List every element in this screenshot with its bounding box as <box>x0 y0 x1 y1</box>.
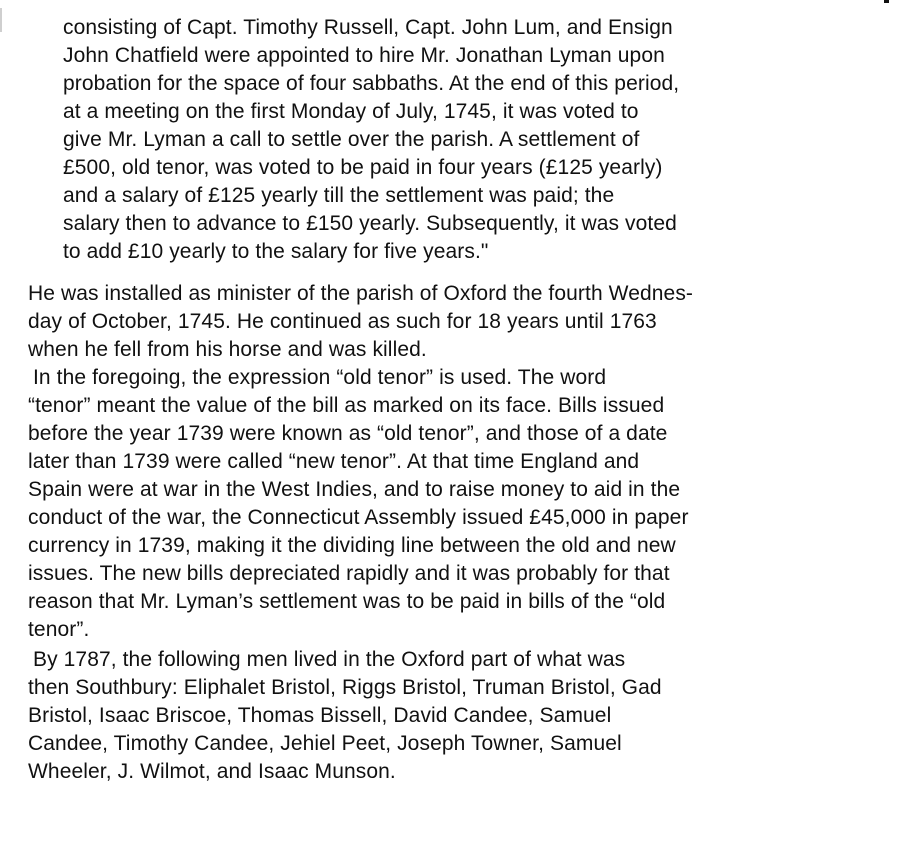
paragraph-2-line: Spain were at war in the West Indies, and to raise money to aid in the <box>28 478 681 501</box>
paragraph-2-line: tenor”. <box>28 618 90 641</box>
scan-smudge <box>0 8 2 32</box>
paragraph-2-line: issues. The new bills depreciated rapidly and it was probably for that <box>28 562 670 585</box>
paragraph-3-line: Bristol, Isaac Briscoe, Thomas Bissell, David Candee, Samuel <box>28 704 612 727</box>
paragraph-1-line: when he fell from his horse and was killed. <box>28 338 427 361</box>
paragraph-3-line: then Southbury: Eliphalet Bristol, Riggs Bristol, Truman Bristol, Gad <box>28 676 662 699</box>
paragraph-2-line: “tenor” meant the value of the bill as marked on its face. Bills issued <box>28 394 665 417</box>
paragraph-3-line: By 1787, the following men lived in the Oxford part of what was <box>33 648 626 671</box>
quote-line: consisting of Capt. Timothy Russell, Capt. John Lum, and Ensign <box>63 16 673 39</box>
paragraph-2-line: In the foregoing, the expression “old tenor” is used. The word <box>33 366 607 389</box>
scan-edge-mark <box>884 0 889 3</box>
paragraph-2-line: later than 1739 were called “new tenor”. At that time England and <box>28 450 640 473</box>
paragraph-2-line: reason that Mr. Lyman’s settlement was to be paid in bills of the “old <box>28 590 666 613</box>
quote-line: and a salary of £125 yearly till the settlement was paid; the <box>63 184 615 207</box>
paragraph-2-line: conduct of the war, the Connecticut Assembly issued £45,000 in paper <box>28 506 689 529</box>
paragraph-2-line: before the year 1739 were known as “old tenor”, and those of a date <box>28 422 668 445</box>
quote-line: probation for the space of four sabbaths. At the end of this period, <box>63 72 680 95</box>
quote-line: £500, old tenor, was voted to be paid in four years (£125 yearly) <box>63 156 663 179</box>
quote-line: to add £10 yearly to the salary for five years." <box>63 240 489 263</box>
paragraph-1-line: He was installed as minister of the parish of Oxford the fourth Wednes- <box>28 282 694 305</box>
quote-line: John Chatfield were appointed to hire Mr. Jonathan Lyman upon <box>63 44 665 67</box>
quote-line: salary then to advance to £150 yearly. Subsequently, it was voted <box>63 212 677 235</box>
quote-line: at a meeting on the first Monday of July, 1745, it was voted to <box>63 100 639 123</box>
paragraph-1-line: day of October, 1745. He continued as such for 18 years until 1763 <box>28 310 657 333</box>
paragraph-3-line: Candee, Timothy Candee, Jehiel Peet, Joseph Towner, Samuel <box>28 732 622 755</box>
paragraph-2-line: currency in 1739, making it the dividing line between the old and new <box>28 534 676 557</box>
quote-line: give Mr. Lyman a call to settle over the parish. A settlement of <box>63 128 640 151</box>
paragraph-3-line: Wheeler, J. Wilmot, and Isaac Munson. <box>28 760 396 783</box>
